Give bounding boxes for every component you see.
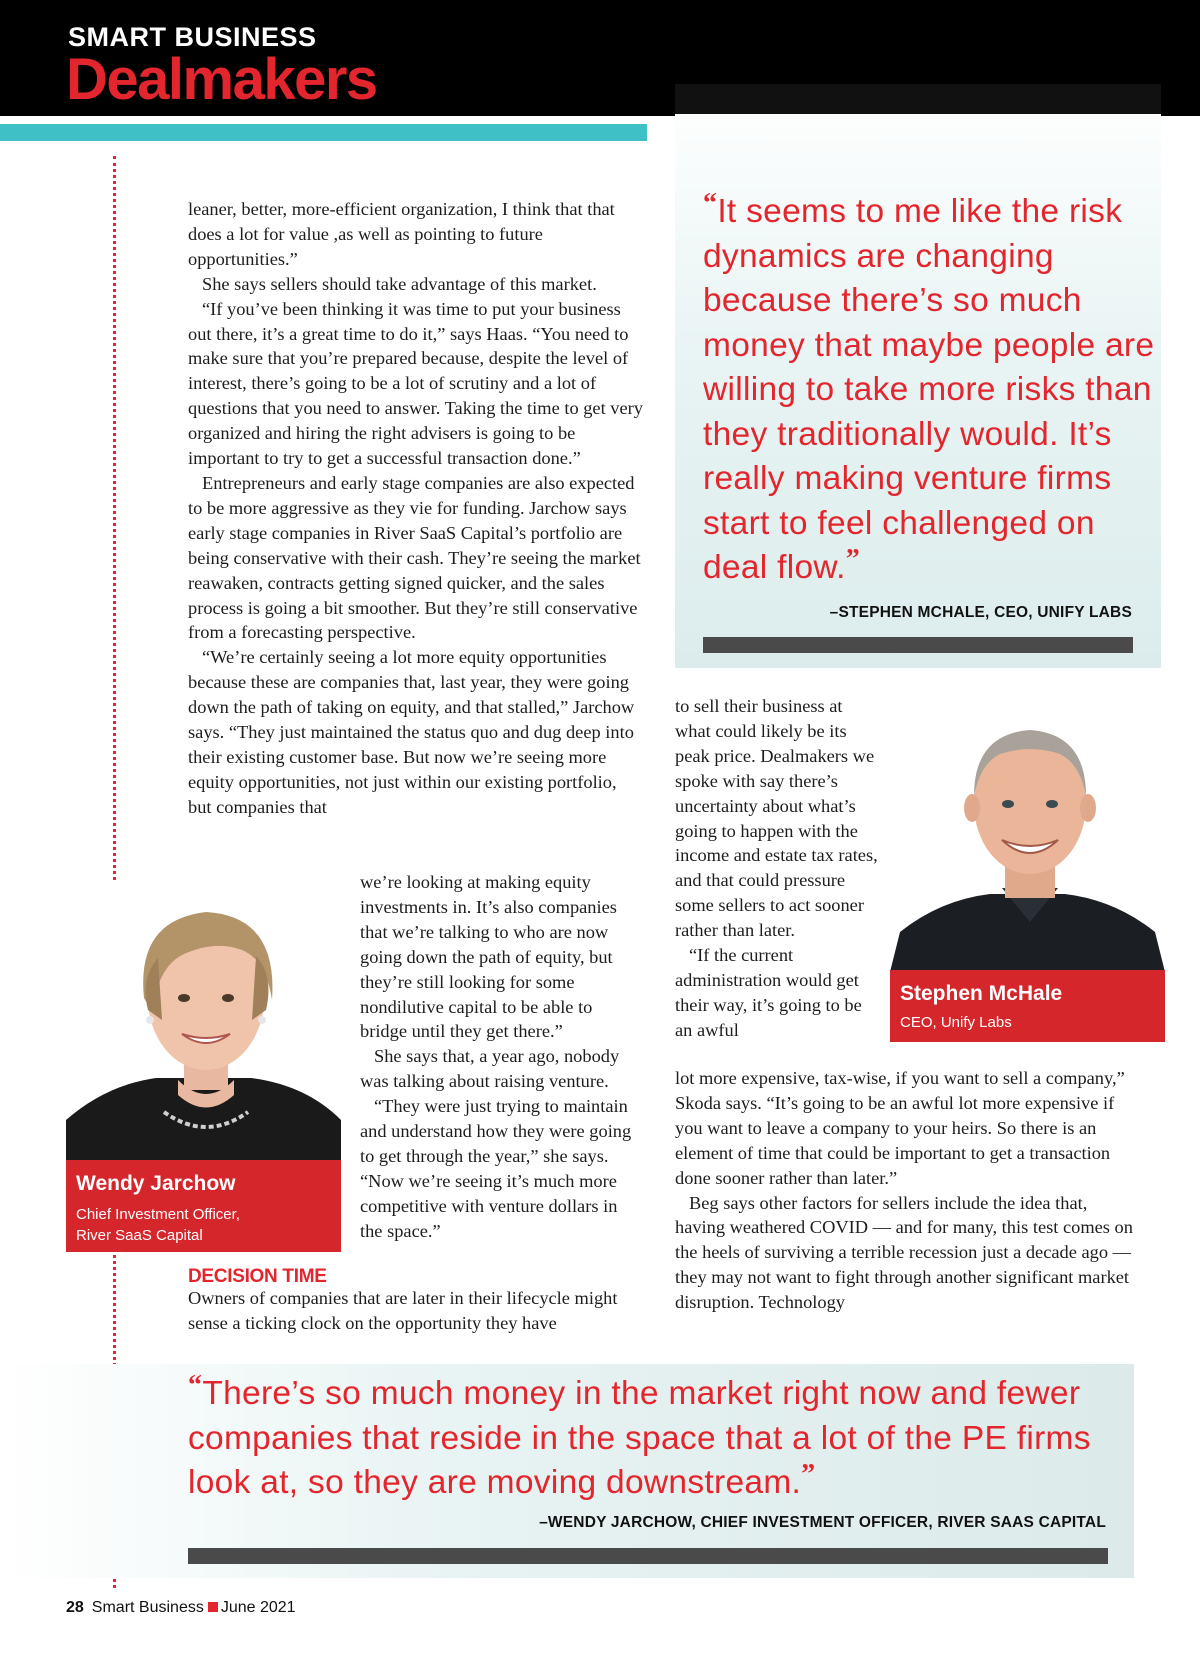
page-footer bbox=[66, 1599, 296, 1617]
paragraph: Beg says other factors for sellers include the idea that, having weathered COVID — and for many, this test comes on the heels of surviving a terrible recession just a decade ago — they may not want to fight through another significant market disruption. Technology bbox=[675, 1192, 1133, 1313]
wendy-jarchow-caption bbox=[66, 1160, 341, 1252]
article-column-2 bbox=[675, 694, 880, 1043]
pull-quote-2-body: There’s so much money in the market right now and fewer companies that reside in the space that a lot of the PE firms look at, so they are moving downstream. bbox=[188, 1375, 1091, 1501]
article-column-1-continued bbox=[360, 870, 643, 1244]
article-column-1 bbox=[188, 197, 643, 820]
stephen-mchale-caption bbox=[890, 970, 1165, 1042]
paragraph: “If the current administration would get their way, it’s going to be an awful bbox=[675, 945, 862, 1040]
pull-quote-1-rule bbox=[703, 637, 1133, 653]
paragraph: She says that, a year ago, nobody was talking about raising venture. bbox=[360, 1046, 620, 1092]
paragraph: to sell their business at what could likely be its peak price. Dealmakers we spoke with say there’s uncertainty about what’s going to happen with the income and estate tax rates, and that could pressure some sellers to act sooner rather than later. bbox=[675, 696, 878, 941]
caption-title-line-2: River SaaS Capital bbox=[76, 1227, 203, 1244]
paragraph: “We’re certainly seeing a lot more equity opportunities because these are companies that, last year, they were going down the path of taking on equity, and that stalled,” Jarchow says. “They just maintained the status quo and dug deep into their existing customer base. But now we’re seeing more equity opportunities, not just within our existing portfolio, but companies that bbox=[188, 647, 635, 817]
paragraph: lot more expensive, tax-wise, if you want to sell a company,” Skoda says. “It’s going to be an awful lot more expensive if you want to leave a company to your heirs. So there is an element of time that could be important to get a transaction done sooner rather than later.” bbox=[675, 1068, 1125, 1188]
pull-quote-2-rule bbox=[188, 1548, 1108, 1564]
paragraph: Owners of companies that are later in their lifecycle might sense a ticking clock on the opportunity they have bbox=[188, 1288, 618, 1333]
paragraph: “They were just trying to maintain and understand how they were going to get through the year,” she says. “Now we’re seeing it’s much more competitive with venture dollars in the space.” bbox=[360, 1096, 632, 1241]
pull-quote-2-text bbox=[188, 1372, 1118, 1506]
pull-quote-2-attribution: –WENDY JARCHOW, CHIEF INVESTMENT OFFICER, RIVER SAAS CAPITAL bbox=[539, 1514, 1106, 1531]
magazine-title-main: Dealmakers bbox=[66, 47, 377, 112]
paragraph: “If you’ve been thinking it was time to put your business out there, it’s a great time to do it,” says Haas. “You need to make sure that you’re prepared because, despite the level of interest, there’s going to be a lot of scrutiny and a lot of questions that you need to answer. Taking the time to get very organized and hiring the right advisers is going to be important to try to get a successful transaction done.” bbox=[188, 298, 643, 469]
dotted-rule-top bbox=[113, 156, 116, 886]
section-subhead: DECISION TIME bbox=[188, 1266, 327, 1287]
wendy-portrait-illustration bbox=[66, 880, 341, 1162]
close-quote-mark: ” bbox=[845, 544, 860, 575]
paragraph: we’re looking at making equity investments in. It’s also companies that we’re talking to who are now going down the path of equity, but they’re still looking for some nondilutive capital to be able to bridge until they get there.” bbox=[360, 872, 617, 1042]
footer-publication: Smart Business bbox=[91, 1599, 204, 1616]
pull-quote-1-body: It seems to me like the risk dynamics are changing because there’s so much money that maybe people are willing to take more risks than they traditionally would. It’s really making venture firms start to feel challenged on deal flow. bbox=[703, 193, 1155, 586]
paragraph: leaner, better, more-efficient organization, I think that that does a lot for value ,as well as pointing to future opportunities.” bbox=[188, 199, 615, 269]
paragraph: Entrepreneurs and early stage companies are also expected to be more aggressive as they vie for funding. Jarchow says early stage companies in River SaaS Capital’s portfolio are being conservative with their cash. They’re seeing the market reawaken, contracts getting signed quicker, and the sales process is going a bit smoother. But they’re still conservative from a forecasting perspective. bbox=[188, 472, 641, 643]
wendy-jarchow-photo bbox=[66, 880, 341, 1162]
pull-quote-1-attribution: –STEPHEN MCHALE, CEO, UNIFY LABS bbox=[829, 604, 1132, 621]
caption-title: CEO, Unify Labs bbox=[900, 1014, 1012, 1031]
open-quote-mark: “ bbox=[188, 1370, 203, 1401]
caption-title-line-1: Chief Investment Officer, bbox=[76, 1206, 240, 1223]
paragraph: She says sellers should take advantage of this market. bbox=[202, 273, 597, 294]
article-decision-paragraph bbox=[188, 1286, 643, 1336]
caption-name: Stephen McHale bbox=[900, 982, 1063, 1005]
footer-date: June 2021 bbox=[220, 1599, 296, 1616]
footer-separator-square bbox=[208, 1602, 218, 1612]
stephen-portrait-illustration bbox=[890, 700, 1165, 972]
stephen-mchale-photo bbox=[890, 700, 1165, 972]
caption-name: Wendy Jarchow bbox=[76, 1172, 236, 1195]
pull-quote-1-text bbox=[703, 190, 1155, 591]
pull-quote-box-1-top-band bbox=[675, 84, 1161, 114]
close-quote-mark: ” bbox=[801, 1459, 816, 1490]
open-quote-mark: “ bbox=[703, 188, 718, 219]
article-column-2-continued bbox=[675, 1066, 1135, 1315]
teal-accent-bar bbox=[0, 124, 647, 141]
magazine-title-top: SMART BUSINESS bbox=[68, 22, 317, 52]
page-number: 28 bbox=[66, 1599, 84, 1616]
